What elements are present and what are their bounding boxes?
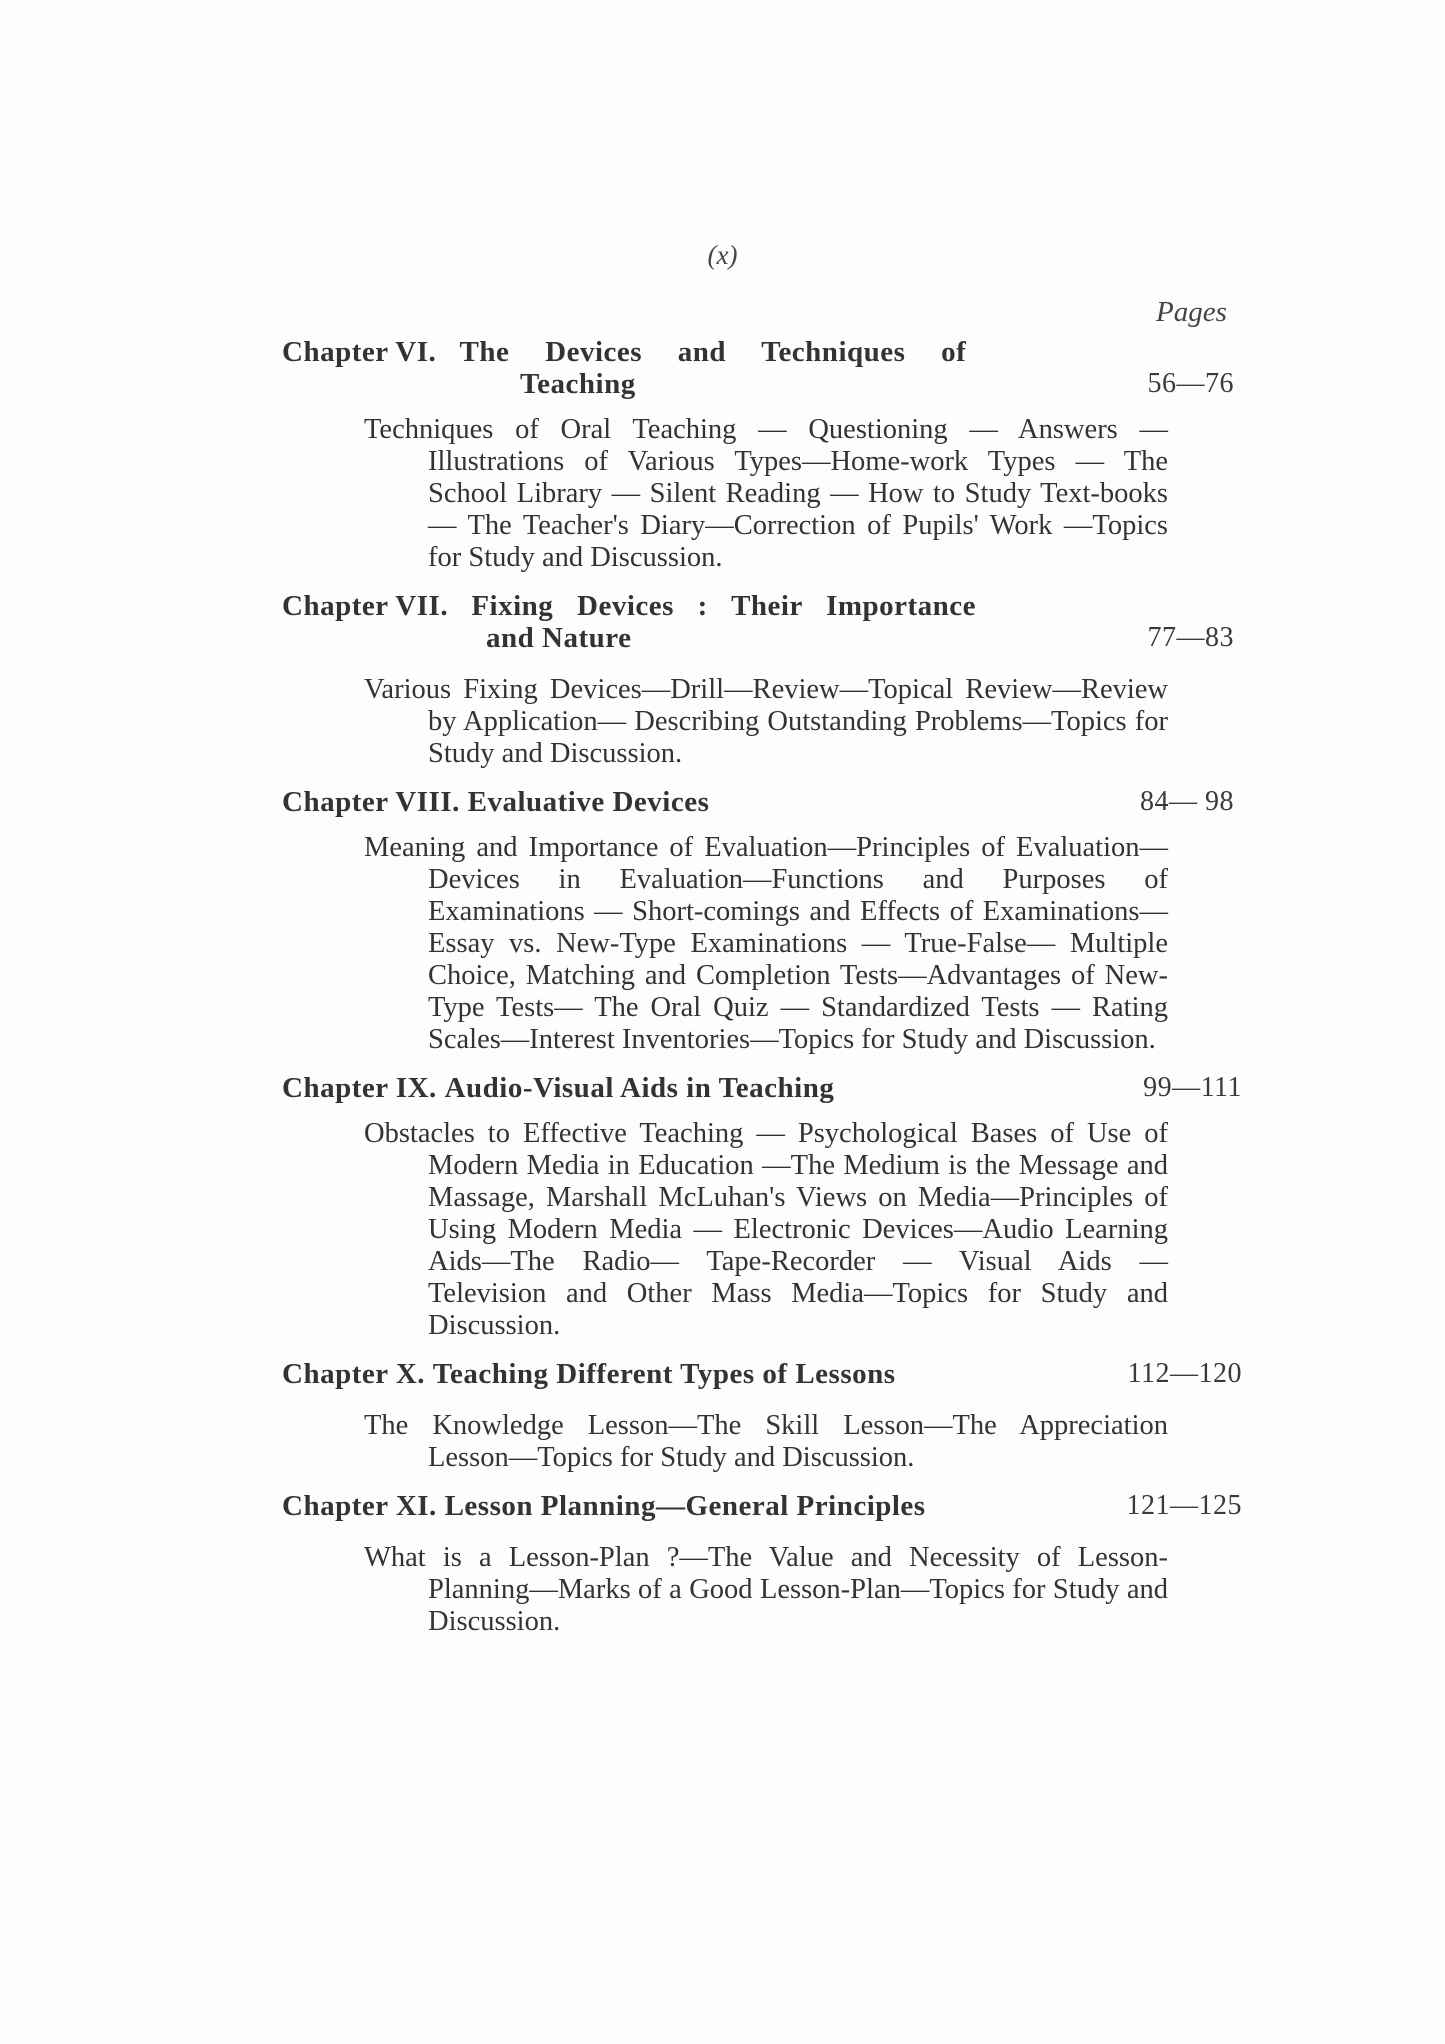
chapter-title: Audio-Visual Aids in Teaching [444, 1072, 835, 1104]
chapter-title: Teaching Different Types of Lessons [432, 1358, 896, 1390]
pages-column-label: Pages [1156, 296, 1227, 328]
page-range: 121—125 [1126, 1490, 1242, 1521]
chapter-title: Lesson Planning—General Principles [444, 1490, 926, 1522]
chapter-description: What is a Lesson-Plan ?—The Value and Necessity of Lesson-Planning—Marks of a Good Lesson-Plan—Topics for Study and Discussion. [364, 1542, 1168, 1637]
chapter-description: Meaning and Importance of Evaluation—Principles of Evaluation—Devices in Evaluation—Functions and Purposes of Examinations — Short-comings and Effects of Examinations—Essay vs. New-Type Examinations — True-False— Multiple Choice, Matching and Completion Tests—Advantages of New-Type Tests— The Oral Quiz — Standardized Tests — Rating Scales—Interest Inventories—Topics for Study and Discussion. [364, 832, 1168, 1055]
page-range: 77—83 [1147, 622, 1234, 653]
chapter-number: Chapter VII. [282, 590, 449, 622]
chapter-title-continued: and Nature [486, 622, 632, 654]
chapter-number: Chapter XI. [282, 1490, 437, 1522]
chapter-description: Various Fixing Devices—Drill—Review—Topical Review—Review by Application— Describing Outstanding Problems—Topics for Study and Discussion. [364, 674, 1168, 769]
chapter-number: Chapter X. [282, 1358, 426, 1390]
toc-entry-chapter-8 [282, 786, 1242, 1056]
chapter-title: Fixing Devices : Their Importance [471, 590, 977, 622]
page-range: 99—111 [1143, 1072, 1242, 1103]
table-of-contents [282, 336, 1242, 1652]
chapter-title: Evaluative Devices [467, 786, 710, 818]
chapter-title-continued: Teaching [520, 368, 636, 400]
toc-entry-chapter-11 [282, 1490, 1242, 1638]
page-range: 112—120 [1127, 1358, 1242, 1389]
chapter-title: The Devices and Techniques of [459, 336, 967, 368]
toc-entry-chapter-6 [282, 336, 1242, 574]
toc-entry-chapter-10 [282, 1358, 1242, 1474]
page-range: 84— 98 [1140, 786, 1234, 817]
page-range: 56—76 [1147, 368, 1234, 399]
chapter-description: The Knowledge Lesson—The Skill Lesson—The Appreciation Lesson—Topics for Study and Discussion. [364, 1410, 1168, 1473]
chapter-description: Obstacles to Effective Teaching — Psychological Bases of Use of Modern Media in Education —The Medium is the Message and Massage, Marshall McLuhan's Views on Media—Principles of Using Modern Media — Electronic Devices—Audio Learning Aids—The Radio— Tape-Recorder — Visual Aids — Television and Other Mass Media—Topics for Study and Discussion. [364, 1118, 1168, 1341]
toc-entry-chapter-9 [282, 1072, 1242, 1342]
page-number: (x) [707, 240, 738, 270]
chapter-number: Chapter IX. [282, 1072, 437, 1104]
toc-entry-chapter-7 [282, 590, 1242, 770]
chapter-number: Chapter VIII. [282, 786, 460, 818]
chapter-description: Techniques of Oral Teaching — Questioning — Answers — Illustrations of Various Types—Home-work Types — The School Library — Silent Reading — How to Study Text-books — The Teacher's Diary—Correction of Pupils' Work —Topics for Study and Discussion. [364, 414, 1168, 573]
chapter-number: Chapter VI. [282, 336, 437, 368]
